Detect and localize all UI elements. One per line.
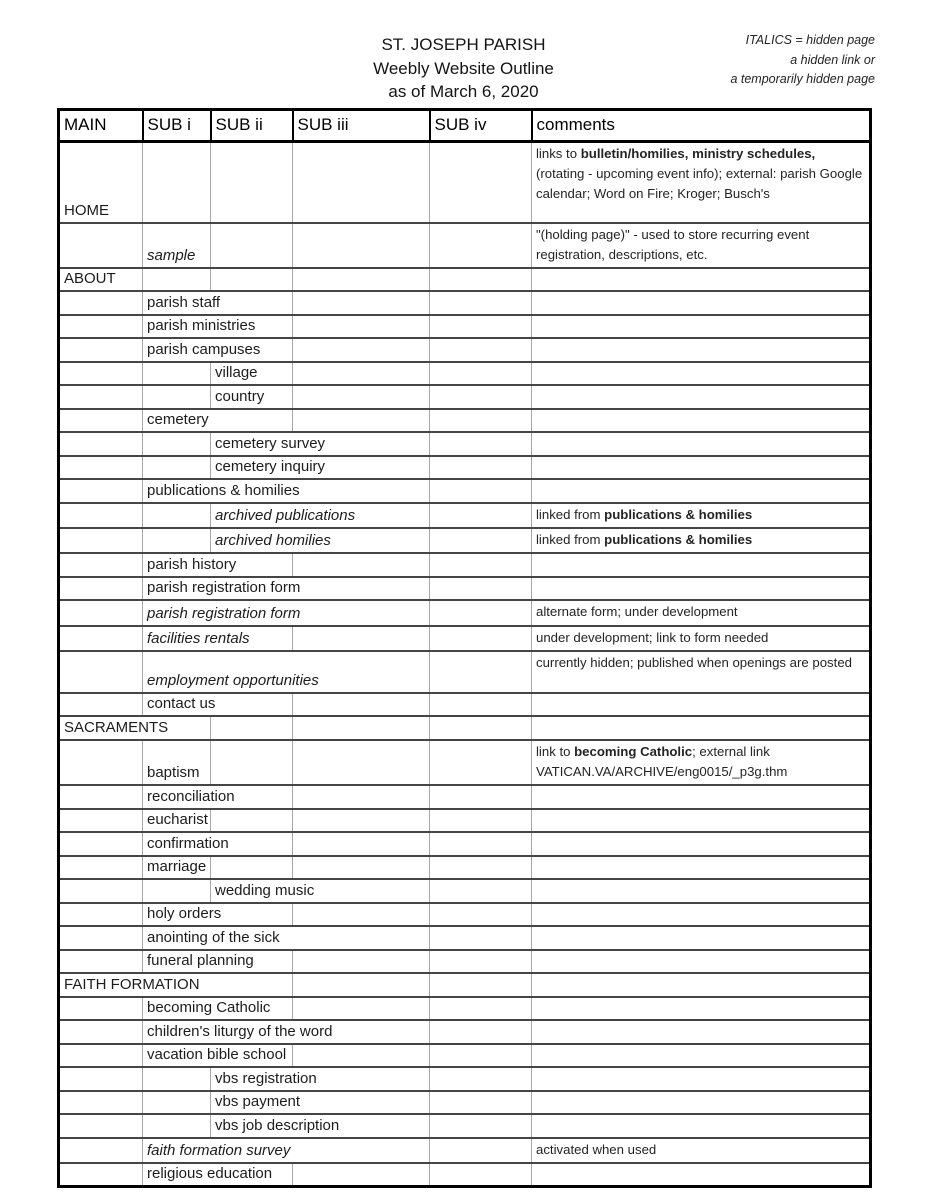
title-line-3: as of March 6, 2020 [388, 82, 539, 101]
empty-cell [293, 315, 430, 339]
empty-cell [59, 950, 143, 974]
empty-cell [211, 142, 293, 223]
outline-label: holy orders [143, 903, 293, 927]
comment-cell [532, 1114, 871, 1138]
comment-text: "(holding page)" - used to store recurring event registration, descriptions, etc. [536, 226, 810, 262]
table-row [59, 856, 871, 880]
header-row [59, 110, 871, 142]
empty-cell [59, 528, 143, 553]
empty-cell [293, 626, 430, 651]
empty-cell [59, 997, 143, 1021]
outline-label: contact us [143, 693, 293, 717]
table-row [59, 338, 871, 362]
comment-cell [532, 950, 871, 974]
outline-label: cemetery survey [211, 432, 430, 456]
comment-text: linked from [536, 532, 605, 548]
comment-cell [532, 362, 871, 386]
empty-cell [430, 926, 532, 950]
empty-cell [59, 600, 143, 625]
table-row [59, 1020, 871, 1044]
empty-cell [430, 740, 532, 785]
empty-cell [59, 832, 143, 856]
table-row [59, 1138, 871, 1163]
table-row [59, 362, 871, 386]
empty-cell [430, 809, 532, 833]
empty-cell [430, 879, 532, 903]
empty-cell [293, 1044, 430, 1068]
empty-cell [430, 1044, 532, 1068]
empty-cell [430, 856, 532, 880]
comment-cell [532, 740, 871, 785]
empty-cell [59, 553, 143, 577]
empty-cell [430, 432, 532, 456]
empty-cell [430, 268, 532, 292]
comment-cell [532, 503, 871, 528]
table-row [59, 432, 871, 456]
comment-cell [532, 1091, 871, 1115]
empty-cell [59, 926, 143, 950]
table-row [59, 600, 871, 625]
outline-label: vbs registration [211, 1067, 430, 1091]
outline-label: country [211, 385, 293, 409]
outline-label: parish registration form [143, 600, 430, 625]
empty-cell [293, 785, 430, 809]
empty-cell [430, 528, 532, 553]
comment-cell [532, 651, 871, 693]
empty-cell [293, 903, 430, 927]
outline-label: parish campuses [143, 338, 293, 362]
empty-cell [293, 716, 430, 740]
empty-cell [143, 362, 211, 386]
empty-cell [59, 1067, 143, 1091]
empty-cell [430, 362, 532, 386]
empty-cell [430, 479, 532, 503]
empty-cell [430, 973, 532, 997]
outline-label: parish ministries [143, 315, 293, 339]
empty-cell [59, 1020, 143, 1044]
empty-cell [143, 432, 211, 456]
empty-cell [143, 1114, 211, 1138]
table-row [59, 409, 871, 433]
empty-cell [430, 142, 532, 223]
comment-cell [532, 553, 871, 577]
outline-table-body [59, 142, 871, 1187]
empty-cell [143, 503, 211, 528]
empty-cell [211, 809, 293, 833]
empty-cell [59, 1163, 143, 1187]
empty-cell [293, 809, 430, 833]
outline-label: SACRAMENTS [59, 716, 211, 740]
comment-cell [532, 456, 871, 480]
comment-text-bold: publications & homilies [604, 532, 753, 548]
outline-label: facilities rentals [143, 626, 293, 651]
outline-label: archived publications [211, 503, 430, 528]
table-row [59, 879, 871, 903]
comment-cell [532, 577, 871, 601]
empty-cell [293, 553, 430, 577]
outline-label: vbs payment [211, 1091, 430, 1115]
empty-cell [430, 626, 532, 651]
outline-label: village [211, 362, 293, 386]
comment-text: ; external link VATICAN.VA/ARCHIVE/eng0015/_p3g.thm [536, 743, 788, 779]
comment-cell [532, 1163, 871, 1187]
empty-cell [430, 315, 532, 339]
empty-cell [430, 503, 532, 528]
table-row [59, 651, 871, 693]
empty-cell [293, 740, 430, 785]
table-row [59, 950, 871, 974]
empty-cell [59, 409, 143, 433]
empty-cell [430, 785, 532, 809]
outline-label: reconciliation [143, 785, 293, 809]
table-row [59, 809, 871, 833]
outline-label: publications & homilies [143, 479, 430, 503]
empty-cell [430, 553, 532, 577]
empty-cell [430, 651, 532, 693]
comment-cell [532, 142, 871, 223]
empty-cell [59, 291, 143, 315]
empty-cell [143, 1091, 211, 1115]
empty-cell [59, 503, 143, 528]
table-row [59, 142, 871, 223]
table-row [59, 832, 871, 856]
title-line-1: ST. JOSEPH PARISH [381, 35, 546, 54]
comment-cell [532, 528, 871, 553]
table-row [59, 785, 871, 809]
empty-cell [430, 291, 532, 315]
table-row [59, 1067, 871, 1091]
empty-cell [143, 879, 211, 903]
table-row [59, 1091, 871, 1115]
empty-cell [211, 223, 293, 268]
outline-label: eucharist [143, 809, 211, 833]
empty-cell [143, 142, 211, 223]
table-row [59, 903, 871, 927]
comment-cell [532, 785, 871, 809]
empty-cell [430, 997, 532, 1021]
column-header-sub-iv: SUB iv [430, 110, 532, 142]
empty-cell [430, 223, 532, 268]
comment-cell [532, 926, 871, 950]
empty-cell [430, 385, 532, 409]
outline-label: HOME [59, 142, 143, 223]
empty-cell [293, 142, 430, 223]
legend-line-1: ITALICS = hidden page [745, 33, 875, 47]
empty-cell [59, 1091, 143, 1115]
empty-cell [59, 1044, 143, 1068]
table-row [59, 577, 871, 601]
comment-text: linked from [536, 506, 605, 522]
empty-cell [430, 1138, 532, 1163]
comment-cell [532, 716, 871, 740]
empty-cell [211, 856, 293, 880]
column-header-sub-i: SUB i [143, 110, 211, 142]
table-row [59, 456, 871, 480]
empty-cell [293, 997, 430, 1021]
empty-cell [430, 832, 532, 856]
column-header-main: MAIN [59, 110, 143, 142]
comment-cell [532, 879, 871, 903]
column-header-comments: comments [532, 110, 871, 142]
table-row [59, 973, 871, 997]
empty-cell [430, 1020, 532, 1044]
outline-label: parish history [143, 553, 293, 577]
comment-cell [532, 693, 871, 717]
empty-cell [430, 409, 532, 433]
comment-text-bold: publications & homilies [604, 506, 753, 522]
empty-cell [430, 577, 532, 601]
italics-legend [730, 31, 875, 90]
comment-text: (rotating - upcoming event info); external: parish Google calendar; Word on Fire; Kroger; Busch's [536, 166, 863, 202]
empty-cell [59, 740, 143, 785]
empty-cell [59, 315, 143, 339]
outline-label: faith formation survey [143, 1138, 430, 1163]
comment-cell [532, 832, 871, 856]
comment-cell [532, 600, 871, 625]
table-row [59, 553, 871, 577]
comment-cell [532, 903, 871, 927]
outline-label: parish registration form [143, 577, 430, 601]
outline-label: ABOUT [59, 268, 143, 292]
table-row [59, 385, 871, 409]
table-row [59, 223, 871, 268]
outline-label: marriage [143, 856, 211, 880]
comment-cell [532, 997, 871, 1021]
empty-cell [430, 903, 532, 927]
empty-cell [293, 385, 430, 409]
empty-cell [293, 1163, 430, 1187]
empty-cell [211, 268, 293, 292]
outline-label: archived homilies [211, 528, 430, 553]
empty-cell [59, 432, 143, 456]
comment-cell [532, 409, 871, 433]
outline-label: anointing of the sick [143, 926, 430, 950]
empty-cell [59, 456, 143, 480]
outline-label: children's liturgy of the word [143, 1020, 430, 1044]
comment-cell [532, 1067, 871, 1091]
empty-cell [59, 785, 143, 809]
empty-cell [430, 1114, 532, 1138]
empty-cell [59, 809, 143, 833]
empty-cell [293, 362, 430, 386]
table-row [59, 268, 871, 292]
comment-text-bold: becoming Catholic [574, 743, 693, 759]
outline-label: baptism [143, 740, 211, 785]
empty-cell [293, 291, 430, 315]
table-row [59, 503, 871, 528]
table-row [59, 693, 871, 717]
comment-cell [532, 973, 871, 997]
outline-label: vacation bible school [143, 1044, 293, 1068]
comment-cell [532, 338, 871, 362]
empty-cell [59, 856, 143, 880]
outline-label: parish staff [143, 291, 293, 315]
outline-label: confirmation [143, 832, 293, 856]
table-row [59, 291, 871, 315]
empty-cell [430, 1091, 532, 1115]
comment-cell [532, 291, 871, 315]
empty-cell [59, 693, 143, 717]
empty-cell [59, 626, 143, 651]
empty-cell [143, 456, 211, 480]
empty-cell [59, 385, 143, 409]
empty-cell [430, 600, 532, 625]
comment-text: link to [536, 743, 575, 759]
comment-cell [532, 1020, 871, 1044]
column-header-sub-ii: SUB ii [211, 110, 293, 142]
empty-cell [143, 528, 211, 553]
comment-text: under development; link to form needed [536, 629, 769, 645]
comment-cell [532, 479, 871, 503]
empty-cell [293, 832, 430, 856]
outline-label: employment opportunities [143, 651, 430, 693]
outline-label: religious education [143, 1163, 293, 1187]
empty-cell [59, 223, 143, 268]
comment-cell [532, 432, 871, 456]
empty-cell [430, 1067, 532, 1091]
legend-line-3: a temporarily hidden page [730, 72, 875, 86]
comment-cell [532, 809, 871, 833]
table-row [59, 1044, 871, 1068]
comment-text-bold: bulletin/homilies, ministry schedules, [580, 146, 816, 161]
empty-cell [430, 456, 532, 480]
outline-label: sample [143, 223, 211, 268]
comment-cell [532, 385, 871, 409]
comment-cell [532, 1044, 871, 1068]
table-row [59, 626, 871, 651]
empty-cell [430, 338, 532, 362]
empty-cell [430, 1163, 532, 1187]
empty-cell [143, 1067, 211, 1091]
empty-cell [59, 651, 143, 693]
empty-cell [293, 338, 430, 362]
title-line-2: Weebly Website Outline [373, 58, 554, 78]
empty-cell [143, 385, 211, 409]
empty-cell [430, 716, 532, 740]
empty-cell [59, 479, 143, 503]
empty-cell [293, 973, 430, 997]
table-row [59, 479, 871, 503]
empty-cell [59, 879, 143, 903]
table-row [59, 926, 871, 950]
outline-label: cemetery [143, 409, 293, 433]
legend-line-2: a hidden link or [790, 52, 875, 67]
empty-cell [293, 223, 430, 268]
comment-cell [532, 626, 871, 651]
empty-cell [143, 268, 211, 292]
comment-cell [532, 268, 871, 292]
outline-label: cemetery inquiry [211, 456, 430, 480]
empty-cell [293, 856, 430, 880]
empty-cell [59, 1114, 143, 1138]
table-row [59, 997, 871, 1021]
empty-cell [59, 1138, 143, 1163]
comment-cell [532, 856, 871, 880]
comment-cell [532, 223, 871, 268]
empty-cell [211, 740, 293, 785]
empty-cell [430, 693, 532, 717]
table-row [59, 315, 871, 339]
empty-cell [211, 716, 293, 740]
empty-cell [59, 362, 143, 386]
outline-label: vbs job description [211, 1114, 430, 1138]
comment-text: alternate form; under development [536, 604, 738, 620]
table-row [59, 528, 871, 553]
table-row [59, 716, 871, 740]
comment-text: currently hidden; published when openings are posted [536, 654, 852, 670]
outline-table [57, 108, 872, 1188]
empty-cell [430, 950, 532, 974]
empty-cell [293, 693, 430, 717]
comment-text: activated when used [536, 1141, 657, 1157]
empty-cell [59, 577, 143, 601]
empty-cell [59, 338, 143, 362]
empty-cell [293, 409, 430, 433]
empty-cell [293, 950, 430, 974]
comment-cell [532, 315, 871, 339]
outline-label: funeral planning [143, 950, 293, 974]
table-row [59, 1163, 871, 1187]
outline-label: FAITH FORMATION [59, 973, 293, 997]
outline-label: becoming Catholic [143, 997, 293, 1021]
table-row [59, 740, 871, 785]
empty-cell [59, 903, 143, 927]
comment-cell [532, 1138, 871, 1163]
outline-label: wedding music [211, 879, 430, 903]
column-header-sub-iii: SUB iii [293, 110, 430, 142]
empty-cell [293, 268, 430, 292]
comment-text: links to [536, 146, 581, 161]
table-row [59, 1114, 871, 1138]
